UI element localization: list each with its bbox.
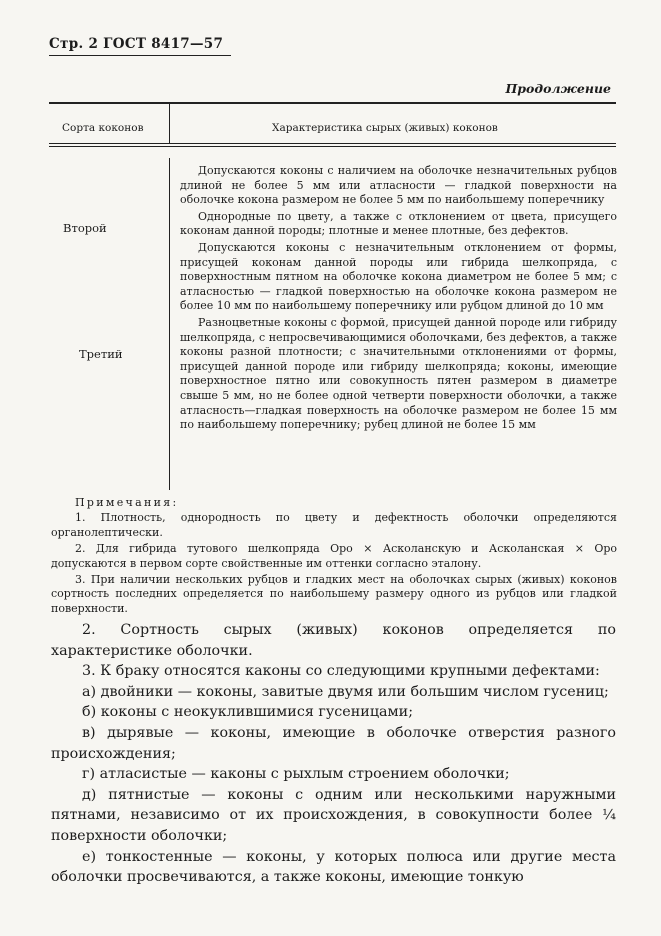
column-header-characteristics: Характеристика сырых (живых) коконов xyxy=(272,122,498,134)
column-header-grade: Сорта коконов xyxy=(62,122,144,134)
body-paragraph: б) коконы с неокуклившимися гусеницами; xyxy=(82,704,414,721)
body-paragraph: г) атласистые — каконы с рыхлым строением оболочки; xyxy=(82,766,510,783)
table-column-divider-body xyxy=(169,158,170,490)
body-text xyxy=(51,620,616,888)
characteristic-paragraph: Допускаются коконы с наличием на оболочке незначительных рубцов длиной не более 5 мм или атласности — гладкой поверхности на оболочке кокона размером не более 5 мм по наибольшему поперечнику xyxy=(180,164,617,207)
continuation-label: Продолжение xyxy=(505,81,611,96)
body-paragraph: е) тонкостенные — коконы, у которых полюса или другие места оболочки просвечиваются, а также коконы, имеющие тонкую xyxy=(51,848,616,886)
body-paragraph: 3. К браку относятся каконы со следующими крупными дефектами: xyxy=(82,663,600,680)
characteristic-paragraph: Допускаются коконы с незначительным отклонением от формы, присущей коконам данной породы или гибрида шелкопряда, с поверхностным пятном на оболочке кокона диаметром не более 5 мм; с атласностью — гладкой поверхностью на оболочке кокона размером не более 10 мм по наибольшему поперечнику или рубцом длиной до 10 мм xyxy=(180,240,617,313)
table-header-rule-double xyxy=(49,146,616,147)
table-column-divider xyxy=(169,103,170,143)
note-item: 1. Плотность, однородность по цвету и дефектность оболочки определяются органолептически. xyxy=(51,511,617,539)
notes-section xyxy=(51,496,617,618)
body-paragraph: а) двойники — коконы, завитые двумя или большим числом гусениц; xyxy=(82,683,609,700)
body-paragraph: д) пятнистые — коконы с одним или несколькими наружными пятнами, независимо от их происхождения, в совокупности более ¼ поверхности оболочки; xyxy=(51,786,616,844)
running-header: Стр. 2 ГОСТ 8417—57 xyxy=(49,36,231,56)
grade-label-second: Второй xyxy=(63,221,107,235)
body-paragraph: в) дырявые — коконы, имеющие в оболочке отверстия разного происхождения; xyxy=(51,724,616,762)
characteristic-paragraph: Однородные по цвету, а также с отклонением от цвета, присущего коконам данной породы; плотные и менее плотные, без дефектов. xyxy=(180,209,617,238)
characteristics-cell xyxy=(180,164,617,435)
note-item: 2. Для гибрида тутового шелкопряда Оро × Асколанскую и Асколанская × Оро допускаются в первом сорте свойственные им оттенки согласно эталону. xyxy=(51,542,617,570)
body-paragraph: 2. Сортность сырых (живых) коконов определяется по характеристике оболочки. xyxy=(51,622,616,659)
characteristic-paragraph: Разноцветные коконы с формой, присущей данной породе или гибриду шелкопряда, с непросвечивающимися оболочками, без дефектов, а также коконы разной плотности; с значительными отклонениями от формы, присущей данной породе или гибриду шелкопряда; коконы, имеющие поверхностное пятно или совокупность пятен размером в диаметре свыше 5 мм, но не более одной четверти поверхности оболочки, а также атласность—гладкая поверхность на оболочке размером не более 15 мм по наибольшему поперечнику; рубец длиной не более 15 мм xyxy=(180,315,617,432)
notes-heading: Примечания: xyxy=(75,496,179,509)
table-top-rule xyxy=(49,102,616,104)
grade-label-third: Третий xyxy=(79,347,123,361)
table-header-rule xyxy=(49,143,616,144)
note-item: 3. При наличии нескольких рубцов и гладких мест на оболочках сырых (живых) коконов сортность последних определяется по наибольшему размеру одного из рубцов или гладкой поверхности. xyxy=(51,573,617,615)
